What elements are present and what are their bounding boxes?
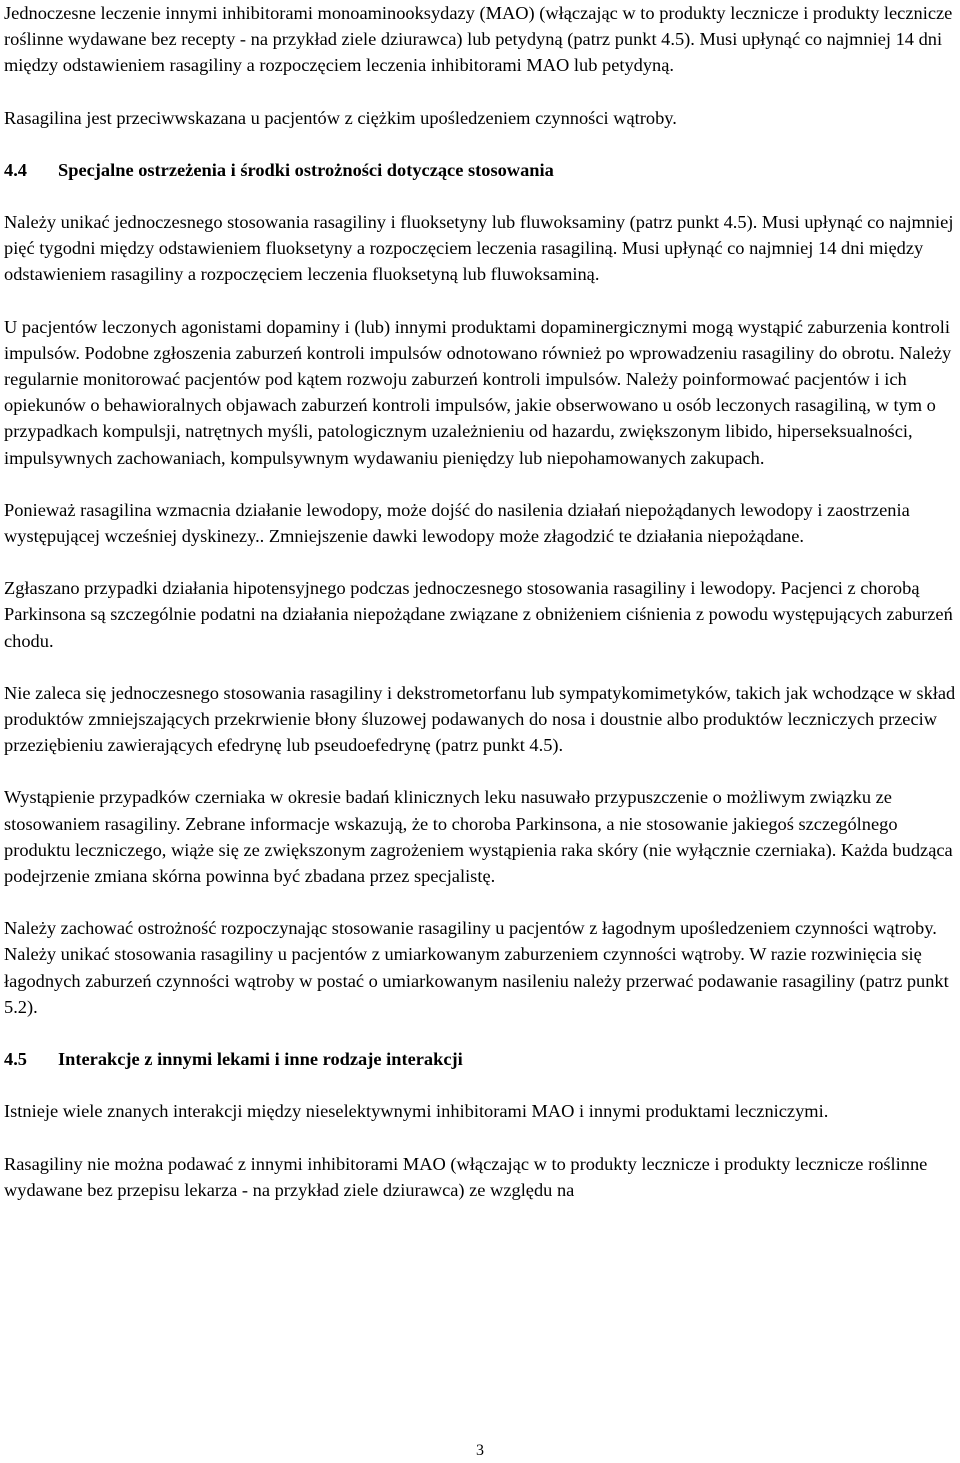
paragraph-mao-interaction: Rasagiliny nie można podawać z innymi inhibitorami MAO (włączając w to produkty lecznicze i produkty lecznicze roślinne wydawane bez przepisu lekarza - na przykład ziele dziurawca) ze względu na	[4, 1153, 928, 1200]
paragraph-impulse-control: U pacjentów leczonych agonistami dopaminy i (lub) innymi produktami dopaminergicznymi mogą wystąpić zaburzenia kontroli impulsów. Podobne zgłoszenia zaburzeń kontroli impulsów odnotowano również po wprowadzeniu rasagiliny do obrotu. Należy regularnie monitorować pacjentów pod kątem rozwoju zaburzeń kontroli impulsów. Należy poinformować pacjentów i ich opiekunów o behawioralnych objawach zaburzeń kontroli impulsów, jakie obserwowano u osób leczonych rasagiliną, w tym o przypadkach kompulsji, natrętnych myśli, patologicznym uzależnieniu od hazardu, zwiększonym libido, hiperseksualności, impulsywnych zachowaniach, kompulsywnym wydawaniu pieniędzy lub niepohamowanych zakupach.	[4, 316, 952, 468]
document-page	[4, 0, 956, 1203]
section-number: 4.5	[4, 1049, 27, 1070]
page-number: 3	[476, 1442, 484, 1459]
paragraph-liver-contraindication: Rasagilina jest przeciwwskazana u pacjentów z ciężkim upośledzeniem czynności wątroby.	[4, 107, 677, 128]
paragraph-fluoxetine: Należy unikać jednoczesnego stosowania rasagiliny i fluoksetyny lub fluwoksaminy (patrz punkt 4.5). Musi upłynąć co najmniej pięć tygodni między odstawieniem fluoksetyny a rozpoczęciem leczenia rasagiliną. Musi upłynąć co najmniej 14 dni między odstawieniem rasagiliny a rozpoczęciem leczenia fluoksetyną lub fluwoksaminą.	[4, 212, 954, 285]
paragraph-melanoma: Wystąpienie przypadków czerniaka w okresie badań klinicznych leku nasuwało przypuszczenie o możliwym związku ze stosowaniem rasagiliny. Zebrane informacje wskazują, że to choroba Parkinsona, a nie stosowanie jakiegoś szczególnego produktu leczniczego, wiąże się ze zwiększonym zagrożeniem wystąpienia raka skóry (nie wyłącznie czerniaka). Każda budząca podejrzenie zmiana skórna powinna być zbadana przez specjalistę.	[4, 787, 953, 887]
paragraph-dextromethorphan: Nie zaleca się jednoczesnego stosowania rasagiliny i dekstrometorfanu lub sympatykomimetyków, takich jak wchodzące w skład produktów zmniejszających przekrwienie błony śluzowej podawanych do nosa i doustnie albo produktów leczniczych przeciw przeziębieniu zawierających efedrynę lub pseudoefedrynę (patrz punkt 4.5).	[4, 682, 956, 756]
paragraph-levodopa: Ponieważ rasagilina wzmacnia działanie lewodopy, może dojść do nasilenia działań niepożądanych lewodopy i zaostrzenia występującej wcześniej dyskinezy.. Zmniejszenie dawki lewodopy może złagodzić te działania niepożądane.	[4, 499, 910, 547]
section-number: 4.4	[4, 159, 27, 180]
section-title: Interakcje z innymi lekami i inne rodzaje interakcji	[58, 1049, 463, 1070]
section-heading-4-5	[4, 1046, 956, 1072]
section-title: Specjalne ostrzeżenia i środki ostrożności dotyczące stosowania	[58, 159, 554, 180]
paragraph-interactions-intro: Istnieje wiele znanych interakcji między nieselektywnymi inhibitorami MAO i innymi produktami leczniczymi.	[4, 1101, 829, 1122]
paragraph-hepatic-impairment: Należy zachować ostrożność rozpoczynając stosowanie rasagiliny u pacjentów z łagodnym upośledzeniem czynności wątroby. Należy unikać stosowania rasagiliny u pacjentów z umiarkowanym zaburzeniem czynności wątroby. W razie rozwinięcia się łagodnych zaburzeń czynności wątroby w postać o umiarkowanym nasileniu należy przerwać podawanie rasagiliny (patrz punkt 5.2).	[4, 918, 949, 1017]
paragraph-mao-contraindication: Jednoczesne leczenie innymi inhibitorami monoaminooksydazy (MAO) (włączając w to produkty lecznicze i produkty lecznicze roślinne wydawane bez recepty - na przykład ziele dziurawca) lub petydyną (patrz punkt 4.5). Musi upłynąć co najmniej 14 dni między odstawieniem rasagiliny a rozpoczęciem leczenia inhibitorami MAO lub petydyną.	[4, 3, 953, 76]
section-heading-4-4	[4, 157, 956, 183]
paragraph-hypotension: Zgłaszano przypadki działania hipotensyjnego podczas jednoczesnego stosowania rasagiliny i lewodopy. Pacjenci z chorobą Parkinsona są szczególnie podatni na działania niepożądane związane z obniżeniem ciśnienia z powodu występujących zaburzeń chodu.	[4, 578, 953, 651]
